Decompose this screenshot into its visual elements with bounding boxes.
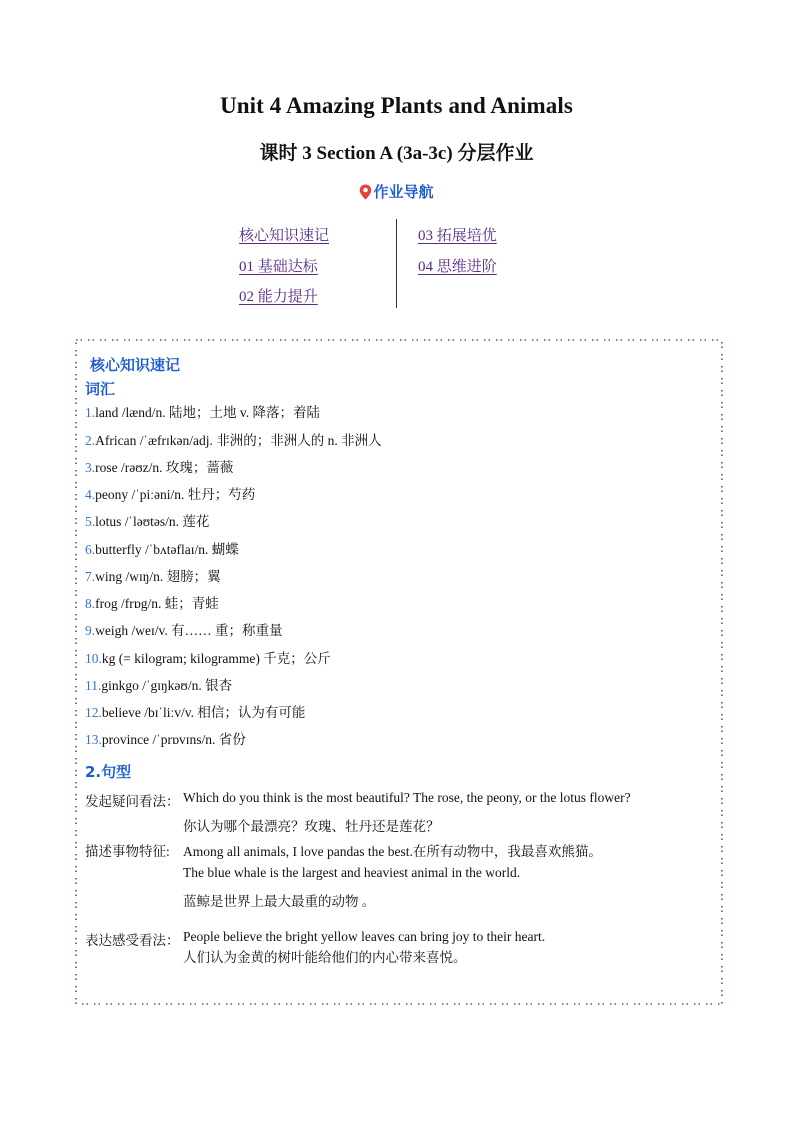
- sentence-line: Which do you think is the most beautiful? The rose, the peony, or the lotus flower?: [183, 790, 631, 805]
- vocab-item: 1.land /lænd/n. 陆地；土地 v. 降落；着陆: [85, 405, 320, 420]
- nav-link-extension[interactable]: 03 拓展培优: [418, 228, 497, 244]
- nav-heading: [0, 181, 793, 202]
- sentence-line: People believe the bright yellow leaves can bring joy to their heart.: [183, 929, 546, 944]
- core-heading: 核心知识速记: [90, 356, 181, 374]
- sentence-line: 蓝鲸是世界上最大最重的动物 。: [183, 894, 376, 909]
- sentence-line: Among all animals, I love pandas the best.在所有动物中，我最喜欢熊猫。: [183, 844, 602, 859]
- page-subtitle: 课时 3 Section A (3a-3c) 分层作业: [259, 143, 534, 164]
- vocab-item: 2.African /ˈæfrɪkən/adj. 非洲的；非洲人的 n. 非洲人: [85, 433, 382, 448]
- vocab-item: 13.province /ˈprɒvɪns/n. 省份: [85, 732, 246, 747]
- vocab-heading: 词汇: [85, 380, 116, 398]
- nav-heading-label: 作业导航: [373, 183, 434, 201]
- vocab-item: 12.believe /bɪˈliːv/v. 相信；认为有可能: [85, 705, 306, 720]
- nav-divider: [396, 219, 397, 308]
- sentence-line: 人们认为金黄的树叶能给他们的内心带来喜悦。: [183, 950, 467, 965]
- vocab-item: 5.lotus /ˈləʊtəs/n. 莲花: [85, 514, 210, 529]
- sentence-line: 你认为哪个最漂亮？玫瑰、牡丹还是莲花？: [183, 819, 440, 834]
- nav-link-core-knowledge[interactable]: 核心知识速记: [239, 228, 330, 244]
- vocab-item: 9.weigh /weɪ/v. 有…… 重；称重量: [85, 623, 283, 638]
- sentence-label: 发起疑问看法：: [85, 794, 180, 809]
- nav-link-basic[interactable]: 01 基础达标: [239, 259, 318, 275]
- page-title: Unit 4 Amazing Plants and Animals: [220, 93, 573, 118]
- vocab-item: 8.frog /frɒg/n. 蛙；青蛙: [85, 596, 219, 611]
- vocab-item: 4.peony /ˈpiːəni/n. 牡丹；芍药: [85, 487, 256, 502]
- vocab-item: 10.kg (= kilogram; kilogramme) 千克；公斤: [85, 651, 331, 666]
- nav-link-thinking[interactable]: 04 思维进阶: [418, 259, 497, 275]
- location-pin-icon: [359, 184, 372, 200]
- vocab-item: 3.rose /rəʊz/n. 玫瑰；蔷薇: [85, 460, 234, 475]
- sentence-label: 描述事物特征:: [85, 844, 170, 859]
- nav-link-ability[interactable]: 02 能力提升: [239, 289, 318, 305]
- vocab-item: 6.butterfly /ˈbʌtəflaɪ/n. 蝴蝶: [85, 542, 239, 557]
- sentence-line: The blue whale is the largest and heaviest animal in the world.: [183, 865, 521, 880]
- sentence-label: 表达感受看法：: [85, 933, 180, 948]
- vocab-item: 11.ginkgo /ˈgɪŋkəʊ/n. 银杏: [85, 678, 233, 693]
- sentence-heading: 2.句型: [85, 763, 132, 781]
- vocab-item: 7.wing /wɪŋ/n. 翅膀；翼: [85, 569, 221, 584]
